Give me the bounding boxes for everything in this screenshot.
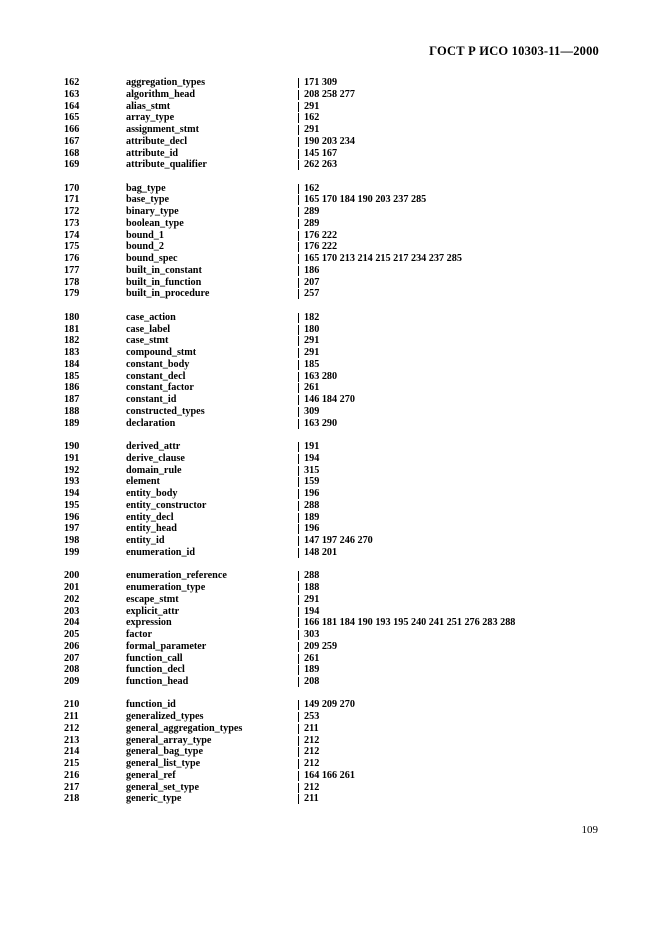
index-row: [64, 723, 584, 735]
production-name: case_label: [126, 323, 171, 335]
index-group: [64, 570, 584, 688]
production-name: case_action: [126, 311, 176, 323]
production-number: 169: [64, 159, 80, 171]
index-row: [64, 312, 584, 324]
reference-values: 148 201: [298, 548, 337, 558]
production-number: 182: [64, 335, 80, 347]
cross-reference-index: [64, 77, 584, 817]
reference-values: 189: [298, 665, 319, 675]
reference-list: [298, 183, 319, 195]
reference-values: 211: [298, 794, 319, 804]
reference-values: 190 203 234: [298, 137, 355, 147]
production-name: bound_spec: [126, 253, 178, 265]
reference-values: 147 197 246 270: [298, 536, 373, 546]
index-row: [64, 711, 584, 723]
reference-values: 185: [298, 360, 319, 370]
reference-list: [298, 606, 319, 618]
index-row: [64, 676, 584, 688]
production-number: 173: [64, 217, 80, 229]
reference-list: [298, 194, 426, 206]
reference-list: [298, 476, 319, 488]
reference-values: 163 280: [298, 372, 337, 382]
production-number: 176: [64, 253, 80, 265]
index-row: [64, 582, 584, 594]
production-name: built_in_function: [126, 276, 202, 288]
reference-list: [298, 453, 319, 465]
production-number: 204: [64, 617, 80, 629]
production-number: 209: [64, 676, 80, 687]
production-name: declaration: [126, 417, 176, 429]
production-name: enumeration_reference: [126, 570, 227, 582]
index-row: [64, 629, 584, 641]
reference-values: 262 263: [298, 160, 337, 170]
production-name: enumeration_type: [126, 582, 206, 593]
reference-values: 149 209 270: [298, 700, 355, 710]
production-name: assignment_stmt: [126, 124, 200, 135]
reference-list: [298, 136, 355, 148]
reference-values: 182: [298, 313, 319, 323]
production-name: constant_id: [126, 394, 177, 406]
reference-list: [298, 359, 319, 371]
reference-list: [298, 641, 337, 653]
index-row: [64, 547, 584, 559]
production-name: general_aggregation_types: [126, 722, 243, 734]
production-number: 168: [64, 147, 80, 159]
reference-list: [298, 148, 337, 160]
production-number: 200: [64, 570, 80, 582]
production-number: 210: [64, 699, 80, 711]
production-number: 174: [64, 229, 80, 241]
reference-list: [298, 394, 355, 406]
reference-list: [298, 699, 355, 711]
production-number: 183: [64, 347, 80, 359]
index-row: [64, 617, 584, 629]
reference-list: [298, 512, 319, 524]
production-number: 191: [64, 452, 80, 464]
production-name: constant_decl: [126, 370, 186, 382]
production-name: general_set_type: [126, 781, 199, 793]
reference-values: 212: [298, 783, 319, 793]
reference-list: [298, 101, 319, 113]
reference-values: 288: [298, 501, 319, 511]
production-name: bound_1: [126, 229, 164, 241]
index-row: [64, 758, 584, 770]
reference-values: 196: [298, 524, 319, 534]
reference-values: 291: [298, 595, 319, 605]
reference-list: [298, 312, 319, 324]
production-number: 203: [64, 605, 80, 617]
reference-list: [298, 617, 515, 629]
production-number: 195: [64, 499, 80, 511]
index-row: [64, 782, 584, 794]
reference-values: 303: [298, 630, 319, 640]
production-name: general_ref: [126, 769, 176, 781]
production-number: 189: [64, 417, 80, 429]
document-header: ГОСТ Р ИСО 10303-11—2000: [429, 44, 599, 58]
reference-values: 186: [298, 266, 319, 276]
production-number: 197: [64, 523, 80, 535]
production-name: constant_factor: [126, 382, 194, 394]
reference-values: 188: [298, 583, 319, 593]
index-group: [64, 183, 584, 301]
reference-values: 288: [298, 571, 319, 581]
index-row: [64, 406, 584, 418]
production-number: 215: [64, 758, 80, 770]
production-number: 186: [64, 382, 80, 394]
production-number: 194: [64, 488, 80, 500]
reference-values: 194: [298, 607, 319, 617]
reference-values: 212: [298, 736, 319, 746]
production-name: algorithm_head: [126, 88, 196, 100]
reference-values: 257: [298, 289, 319, 299]
index-row: [64, 441, 584, 453]
index-row: [64, 746, 584, 758]
reference-values: 291: [298, 348, 319, 358]
production-name: constructed_types: [126, 405, 205, 417]
reference-list: [298, 77, 337, 89]
index-row: [64, 77, 584, 89]
production-name: escape_stmt: [126, 593, 179, 605]
index-row: [64, 194, 584, 206]
reference-list: [298, 735, 319, 747]
production-number: 211: [64, 711, 79, 723]
reference-values: 162: [298, 113, 319, 123]
reference-list: [298, 253, 462, 265]
production-number: 205: [64, 629, 80, 640]
production-name: generic_type: [126, 793, 182, 805]
reference-values: 194: [298, 454, 319, 464]
production-number: 165: [64, 112, 80, 124]
production-name: domain_rule: [126, 464, 182, 476]
index-row: [64, 277, 584, 289]
reference-values: 146 184 270: [298, 395, 355, 405]
production-name: attribute_id: [126, 147, 179, 159]
index-row: [64, 394, 584, 406]
production-number: 207: [64, 652, 80, 664]
reference-values: 164 166 261: [298, 771, 355, 781]
reference-list: [298, 89, 355, 101]
reference-values: 208 258 277: [298, 90, 355, 100]
index-group: [64, 441, 584, 559]
index-row: [64, 112, 584, 124]
index-row: [64, 288, 584, 300]
production-name: compound_stmt: [126, 347, 197, 359]
reference-list: [298, 347, 319, 359]
production-name: function_id: [126, 699, 176, 711]
reference-values: 289: [298, 219, 319, 229]
production-name: enumeration_id: [126, 546, 196, 558]
production-number: 171: [64, 194, 80, 206]
reference-list: [298, 277, 319, 289]
reference-list: [298, 782, 319, 794]
production-number: 167: [64, 135, 80, 147]
reference-list: [298, 676, 319, 688]
production-name: element: [126, 476, 160, 488]
reference-values: 159: [298, 477, 319, 487]
production-name: binary_type: [126, 206, 179, 218]
production-number: 172: [64, 206, 80, 218]
production-number: 192: [64, 464, 80, 476]
production-number: 213: [64, 734, 80, 746]
index-row: [64, 770, 584, 782]
production-name: generalized_types: [126, 711, 204, 723]
index-row: [64, 218, 584, 230]
production-number: 170: [64, 182, 80, 194]
production-number: 208: [64, 664, 80, 676]
reference-values: 261: [298, 383, 319, 393]
index-row: [64, 359, 584, 371]
reference-list: [298, 523, 319, 535]
reference-values: 291: [298, 336, 319, 346]
index-row: [64, 253, 584, 265]
production-name: bag_type: [126, 182, 166, 194]
production-number: 180: [64, 311, 80, 323]
index-row: [64, 418, 584, 430]
production-number: 177: [64, 264, 80, 276]
index-row: [64, 206, 584, 218]
production-number: 162: [64, 77, 80, 88]
reference-values: 208: [298, 677, 319, 687]
reference-values: 253: [298, 712, 319, 722]
index-group: [64, 699, 584, 805]
production-name: general_array_type: [126, 734, 212, 746]
production-number: 217: [64, 781, 80, 793]
production-name: entity_head: [126, 523, 177, 535]
index-row: [64, 241, 584, 253]
reference-values: 180: [298, 325, 319, 335]
production-name: entity_decl: [126, 511, 174, 523]
reference-list: [298, 371, 337, 383]
reference-list: [298, 265, 319, 277]
reference-list: [298, 758, 319, 770]
reference-list: [298, 241, 337, 253]
production-name: built_in_procedure: [126, 288, 210, 300]
reference-values: 196: [298, 489, 319, 499]
production-name: attribute_decl: [126, 135, 188, 147]
production-number: 181: [64, 323, 80, 335]
reference-list: [298, 382, 319, 394]
index-row: [64, 347, 584, 359]
index-row: [64, 136, 584, 148]
reference-list: [298, 206, 319, 218]
production-name: expression: [126, 617, 172, 629]
reference-list: [298, 112, 319, 124]
production-number: 188: [64, 405, 80, 417]
index-row: [64, 148, 584, 160]
index-row: [64, 664, 584, 676]
reference-values: 261: [298, 654, 319, 664]
reference-values: 315: [298, 466, 319, 476]
page-number: 109: [581, 824, 598, 836]
index-row: [64, 382, 584, 394]
reference-list: [298, 218, 319, 230]
reference-values: 212: [298, 759, 319, 769]
reference-values: 165 170 184 190 203 237 285: [298, 195, 426, 205]
production-name: alias_stmt: [126, 100, 171, 112]
production-name: array_type: [126, 112, 175, 124]
production-number: 164: [64, 100, 80, 112]
reference-list: [298, 793, 319, 805]
index-row: [64, 230, 584, 242]
reference-list: [298, 488, 319, 500]
production-name: constant_body: [126, 358, 190, 370]
production-number: 196: [64, 511, 80, 523]
production-number: 212: [64, 722, 80, 734]
index-row: [64, 453, 584, 465]
reference-values: 176 222: [298, 231, 337, 241]
reference-list: [298, 230, 337, 242]
production-name: boolean_type: [126, 217, 184, 229]
production-name: derive_clause: [126, 452, 185, 464]
production-name: case_stmt: [126, 335, 169, 347]
reference-list: [298, 500, 319, 512]
production-name: general_bag_type: [126, 746, 203, 758]
reference-values: 176 222: [298, 242, 337, 252]
reference-list: [298, 570, 319, 582]
production-number: 193: [64, 476, 80, 488]
production-name: general_list_type: [126, 758, 201, 770]
production-number: 185: [64, 370, 80, 382]
production-number: 175: [64, 241, 80, 253]
reference-list: [298, 418, 337, 430]
production-name: entity_constructor: [126, 499, 207, 511]
reference-values: 166 181 184 190 193 195 240 241 251 276 283 288: [298, 618, 515, 628]
index-row: [64, 371, 584, 383]
production-number: 198: [64, 535, 80, 547]
production-number: 206: [64, 640, 80, 652]
index-row: [64, 465, 584, 477]
reference-list: [298, 288, 319, 300]
index-row: [64, 641, 584, 653]
production-name: factor: [126, 629, 153, 640]
reference-list: [298, 770, 355, 782]
production-name: function_head: [126, 676, 189, 687]
index-row: [64, 535, 584, 547]
reference-values: 191: [298, 442, 319, 452]
production-number: 201: [64, 582, 80, 593]
reference-list: [298, 535, 373, 547]
index-group: [64, 77, 584, 171]
reference-list: [298, 159, 337, 171]
reference-values: 162: [298, 184, 319, 194]
reference-values: 145 167: [298, 149, 337, 159]
index-row: [64, 488, 584, 500]
reference-values: 291: [298, 102, 319, 112]
reference-list: [298, 465, 319, 477]
reference-values: 309: [298, 407, 319, 417]
index-row: [64, 124, 584, 136]
index-row: [64, 512, 584, 524]
index-row: [64, 699, 584, 711]
production-name: derived_attr: [126, 441, 181, 453]
production-name: aggregation_types: [126, 77, 206, 88]
reference-list: [298, 711, 319, 723]
index-row: [64, 570, 584, 582]
index-row: [64, 265, 584, 277]
reference-values: 209 259: [298, 642, 337, 652]
production-name: function_decl: [126, 664, 185, 676]
index-row: [64, 793, 584, 805]
index-row: [64, 523, 584, 535]
index-row: [64, 335, 584, 347]
reference-values: 211: [298, 724, 319, 734]
production-number: 218: [64, 793, 80, 805]
production-number: 190: [64, 441, 80, 453]
reference-list: [298, 664, 319, 676]
reference-values: 163 290: [298, 419, 337, 429]
production-number: 214: [64, 746, 80, 758]
production-name: base_type: [126, 194, 170, 206]
index-group: [64, 312, 584, 430]
index-row: [64, 101, 584, 113]
production-number: 179: [64, 288, 80, 300]
reference-list: [298, 406, 319, 418]
production-number: 184: [64, 358, 80, 370]
production-number: 187: [64, 394, 80, 406]
index-row: [64, 594, 584, 606]
reference-list: [298, 324, 319, 336]
index-row: [64, 476, 584, 488]
production-number: 166: [64, 124, 80, 135]
production-number: 216: [64, 769, 80, 781]
reference-list: [298, 594, 319, 606]
reference-list: [298, 441, 319, 453]
reference-values: 165 170 213 214 215 217 234 237 285: [298, 254, 462, 264]
index-row: [64, 324, 584, 336]
reference-list: [298, 582, 319, 594]
reference-list: [298, 335, 319, 347]
reference-values: 289: [298, 207, 319, 217]
production-number: 163: [64, 88, 80, 100]
index-row: [64, 89, 584, 101]
production-number: 178: [64, 276, 80, 288]
index-row: [64, 606, 584, 618]
reference-list: [298, 746, 319, 758]
production-name: entity_id: [126, 535, 165, 547]
production-name: entity_body: [126, 488, 178, 500]
reference-list: [298, 653, 319, 665]
production-number: 199: [64, 546, 80, 558]
index-row: [64, 183, 584, 195]
reference-values: 207: [298, 278, 319, 288]
production-name: explicit_attr: [126, 605, 180, 617]
index-row: [64, 735, 584, 747]
production-name: bound_2: [126, 241, 164, 253]
reference-list: [298, 547, 337, 559]
reference-list: [298, 629, 319, 641]
index-row: [64, 653, 584, 665]
production-name: attribute_qualifier: [126, 159, 207, 171]
reference-values: 212: [298, 747, 319, 757]
reference-values: 189: [298, 513, 319, 523]
production-name: built_in_constant: [126, 264, 202, 276]
production-name: function_call: [126, 652, 183, 664]
reference-list: [298, 124, 319, 136]
index-row: [64, 159, 584, 171]
production-number: 202: [64, 593, 80, 605]
reference-list: [298, 723, 319, 735]
production-name: formal_parameter: [126, 640, 207, 652]
reference-values: 171 309: [298, 78, 337, 88]
index-row: [64, 500, 584, 512]
reference-values: 291: [298, 125, 319, 135]
